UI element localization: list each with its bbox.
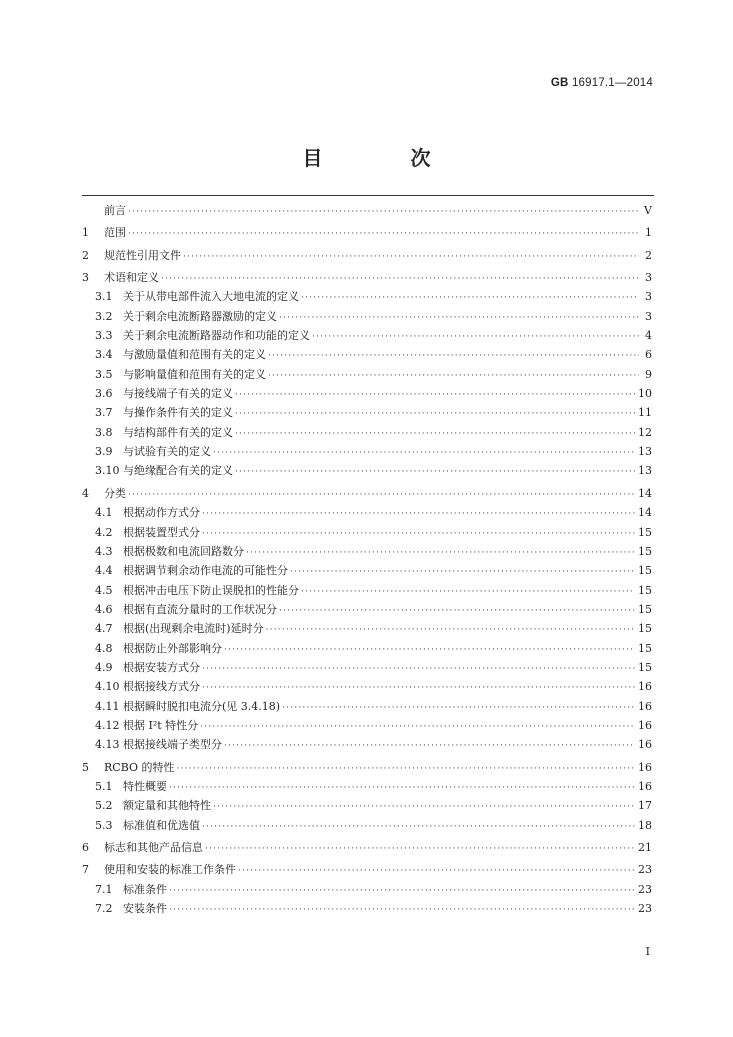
toc-dot-leader — [161, 274, 639, 284]
toc-entry[interactable] — [82, 817, 652, 836]
toc-entry[interactable] — [82, 900, 652, 919]
toc-entry-title: 与接线端子有关的定义 — [123, 387, 233, 401]
toc-entry-page: 23 — [638, 882, 652, 896]
toc-dot-leader — [128, 229, 639, 239]
toc-dot-leader — [266, 625, 635, 635]
toc-entry-title: 额定量和其他特性 — [123, 799, 211, 813]
page-title: 目 次 — [302, 146, 465, 170]
toc-entry-page: 18 — [638, 818, 652, 832]
toc-entry-page: 6 — [645, 348, 652, 362]
toc-entry[interactable] — [82, 247, 652, 266]
toc-entry-page: 9 — [645, 367, 652, 381]
toc-entry-title: 根据(出现剩余电流时)延时分 — [123, 622, 264, 636]
toc-entry-title: 标志和其他产品信息 — [104, 841, 203, 854]
toc-entry-number: 4.12 — [95, 718, 120, 732]
toc-entry-page: 2 — [645, 248, 652, 262]
toc-entry-number: 4.13 — [95, 738, 120, 752]
toc-entry-number: 3.4 — [95, 348, 113, 362]
toc-entry-page: 16 — [638, 760, 652, 774]
toc-dot-leader — [312, 332, 639, 342]
toc-dot-leader — [224, 741, 635, 751]
toc-entry-page: 4 — [645, 329, 652, 343]
toc-entry-title: 特性概要 — [123, 779, 167, 793]
toc-entry-title: 根据动作方式分 — [123, 506, 200, 520]
toc-entry-page: 13 — [638, 464, 652, 478]
toc-entry[interactable] — [82, 736, 652, 755]
toc-entry-page: 15 — [638, 641, 652, 655]
toc-dot-leader — [202, 822, 635, 832]
toc-entry-page: 16 — [638, 718, 652, 732]
toc-dot-leader — [213, 448, 635, 458]
toc-entry[interactable] — [82, 601, 652, 620]
toc-entry-number: 3.1 — [95, 290, 113, 304]
toc-entry[interactable] — [82, 698, 652, 717]
toc-dot-leader — [279, 313, 639, 323]
toc-entry-page: 3 — [645, 271, 652, 285]
toc-entry-title: 与绝缘配合有关的定义 — [123, 464, 233, 478]
toc-entry-page: 14 — [638, 506, 652, 520]
toc-entry[interactable] — [82, 443, 652, 462]
toc-entry-number: 4.1 — [95, 506, 113, 520]
toc-entry[interactable] — [82, 485, 652, 504]
toc-entry[interactable] — [82, 346, 652, 365]
toc-entry[interactable] — [82, 620, 652, 639]
toc-entry-number: 4.6 — [95, 602, 113, 616]
toc-entry-number: 7.2 — [95, 902, 113, 916]
toc-entry-page: 16 — [638, 779, 652, 793]
toc-entry-title: 根据冲击电压下防止误脱扣的性能分 — [123, 583, 299, 597]
toc-entry-number: 5.2 — [95, 799, 113, 813]
title-divider — [82, 195, 654, 196]
toc-dot-leader — [128, 490, 635, 500]
standard-prefix: GB — [550, 77, 569, 89]
toc-dot-leader — [290, 567, 635, 577]
toc-entry-title: 根据安装方式分 — [123, 660, 200, 674]
toc-entry-page: 10 — [638, 387, 652, 401]
toc-entry-number: 3.2 — [95, 309, 113, 323]
toc-entry-title: 根据防止外部影响分 — [123, 641, 222, 655]
toc-entry-title: 使用和安装的标准工作条件 — [104, 863, 236, 877]
toc-entry-page: 15 — [638, 564, 652, 578]
toc-entry-number: 3.3 — [95, 329, 113, 343]
toc-entry-page: 3 — [645, 290, 652, 304]
toc-entry-title: 根据接线端子类型分 — [123, 738, 222, 752]
toc-entry-number: 7 — [82, 863, 89, 877]
toc-entry-page: 14 — [638, 486, 652, 500]
toc-entry[interactable] — [82, 839, 652, 858]
toc-entry-title: 关于从带电部件流入大地电流的定义 — [123, 290, 299, 304]
toc-dot-leader — [238, 866, 635, 876]
toc-entry-title: 与激励量值和范围有关的定义 — [123, 348, 266, 362]
toc-entry-number: 4.9 — [95, 660, 113, 674]
toc-entry-title: 分类 — [104, 486, 126, 500]
toc-entry-page: 15 — [638, 602, 652, 616]
toc-entry-number: 3 — [82, 271, 89, 285]
toc-entry-number: 4.3 — [95, 544, 113, 558]
toc-dot-leader — [268, 351, 639, 361]
toc-dot-leader — [169, 783, 635, 793]
toc-entry-page: V — [644, 204, 652, 217]
toc-dot-leader — [301, 587, 635, 597]
page-folio: I — [645, 945, 650, 958]
toc-entry[interactable] — [82, 717, 652, 736]
toc-entry-number: 3.10 — [95, 464, 120, 478]
toc-entry[interactable] — [82, 288, 652, 307]
toc-entry-title: 与影响量值和范围有关的定义 — [123, 367, 266, 381]
toc-entry-page: 12 — [638, 425, 652, 439]
toc-entry[interactable] — [82, 224, 652, 243]
toc-entry-number: 3.8 — [95, 425, 113, 439]
toc-entry-title: 根据接线方式分 — [123, 680, 200, 694]
toc-dot-leader — [235, 409, 635, 419]
toc-dot-leader — [205, 844, 635, 854]
toc-entry[interactable] — [82, 659, 652, 678]
toc-entry-number: 4.5 — [95, 583, 113, 597]
toc-entry-number: 5 — [82, 760, 89, 774]
toc-entry-page: 13 — [638, 445, 652, 459]
toc-entry[interactable] — [82, 797, 652, 816]
toc-entry[interactable] — [82, 881, 652, 900]
toc-dot-leader — [177, 764, 635, 774]
toc-dot-leader — [279, 606, 635, 616]
toc-entry-number: 7.1 — [95, 882, 113, 896]
toc-entry-title: 关于剩余电流断路器激励的定义 — [123, 309, 277, 323]
toc-dot-leader — [224, 645, 635, 655]
toc-entry-title: 根据调节剩余动作电流的可能性分 — [123, 564, 288, 578]
toc-entry[interactable] — [82, 759, 652, 778]
toc-dot-leader — [213, 802, 635, 812]
toc-entry-title: 与结构部件有关的定义 — [123, 425, 233, 439]
toc-entry[interactable] — [82, 504, 652, 523]
toc-entry-number: 3.9 — [95, 445, 113, 459]
toc-dot-leader — [202, 664, 635, 674]
toc-dot-leader — [235, 467, 635, 477]
toc-entry-page: 11 — [638, 406, 652, 420]
toc-entry[interactable] — [82, 327, 652, 346]
toc-dot-leader — [128, 207, 639, 217]
toc-entry[interactable] — [82, 562, 652, 581]
toc-entry-number: 4.10 — [95, 680, 120, 694]
toc-entry[interactable] — [82, 543, 652, 562]
toc-entry[interactable] — [82, 308, 652, 327]
toc-entry[interactable] — [82, 778, 652, 797]
toc-entry-page: 23 — [638, 902, 652, 916]
toc-dot-leader — [202, 509, 635, 519]
toc-entry-number: 3.6 — [95, 387, 113, 401]
toc-dot-leader — [169, 905, 635, 915]
toc-dot-leader — [183, 252, 639, 262]
toc-entry-number: 4.2 — [95, 525, 113, 539]
toc-dot-leader — [200, 722, 635, 732]
toc-entry-page: 15 — [638, 583, 652, 597]
toc-entry-number: 1 — [82, 226, 89, 240]
toc-entry-page: 17 — [638, 799, 652, 813]
toc-entry-page: 15 — [638, 622, 652, 636]
toc-entry-title: RCBO 的特性 — [104, 760, 175, 774]
toc-entry-number: 4.8 — [95, 641, 113, 655]
toc-entry[interactable] — [82, 385, 652, 404]
toc-entry-title: 标准条件 — [123, 882, 167, 896]
toc-entry-title: 根据有直流分量时的工作状况分 — [123, 602, 277, 616]
toc-entry-page: 16 — [638, 680, 652, 694]
toc-entry[interactable] — [82, 678, 652, 697]
toc-entry[interactable] — [82, 366, 652, 385]
toc-entry-title: 安装条件 — [123, 902, 167, 916]
toc-entry[interactable] — [82, 269, 652, 288]
toc-entry[interactable] — [82, 404, 652, 423]
toc-entry-title: 关于剩余电流断路器动作和功能的定义 — [123, 329, 310, 343]
toc-entry-title: 根据瞬时脱扣电流分(见 3.4.18) — [123, 699, 281, 713]
toc-entry-number: 3.7 — [95, 406, 113, 420]
toc-dot-leader — [202, 683, 635, 693]
toc-entry-page: 23 — [638, 863, 652, 877]
toc-entry-title: 根据装置型式分 — [123, 525, 200, 539]
standard-number: 16917.1—2014 — [571, 77, 653, 89]
toc-entry-title: 标准值和优选值 — [123, 818, 200, 832]
toc-dot-leader — [235, 390, 635, 400]
toc-dot-leader — [202, 529, 635, 539]
toc-entry-number: 5.1 — [95, 779, 113, 793]
toc-entry[interactable] — [82, 582, 652, 601]
toc-dot-leader — [246, 548, 635, 558]
toc-entry-number: 4.11 — [95, 699, 120, 713]
toc-entry-number: 5.3 — [95, 818, 113, 832]
toc-entry-title: 术语和定义 — [104, 271, 159, 285]
toc-entry-page: 16 — [638, 699, 652, 713]
toc-entry[interactable] — [82, 640, 652, 659]
toc-dot-leader — [169, 886, 635, 896]
toc-entry-page: 15 — [638, 660, 652, 674]
toc-entry-number: 6 — [82, 841, 89, 854]
toc-entry-number: 4.7 — [95, 622, 113, 636]
toc-entry-number: 4.4 — [95, 564, 113, 578]
toc-entry[interactable] — [82, 202, 652, 221]
toc-dot-leader — [235, 429, 635, 439]
toc-entry-page: 16 — [638, 738, 652, 752]
toc-entry-title: 规范性引用文件 — [104, 248, 181, 262]
toc-entry-page: 21 — [638, 841, 652, 854]
toc-entry-page: 15 — [638, 525, 652, 539]
toc-entry-page: 3 — [645, 309, 652, 323]
toc-entry-number: 4 — [82, 486, 89, 500]
toc-entry-title: 范围 — [104, 226, 126, 240]
toc-dot-leader — [268, 371, 639, 381]
toc-entry[interactable] — [82, 524, 652, 543]
toc-entry-title: 与操作条件有关的定义 — [123, 406, 233, 420]
toc-entry-page: 1 — [645, 226, 652, 240]
toc-dot-leader — [282, 703, 635, 713]
toc-entry-page: 15 — [638, 544, 652, 558]
toc-dot-leader — [301, 293, 639, 303]
toc-entry[interactable] — [82, 861, 652, 880]
toc-entry[interactable] — [82, 462, 652, 481]
toc-entry[interactable] — [82, 424, 652, 443]
standard-code — [551, 77, 653, 89]
table-of-contents — [82, 202, 652, 919]
toc-entry-number: 2 — [82, 248, 89, 262]
toc-entry-title: 前言 — [104, 204, 126, 217]
toc-entry-title: 根据极数和电流回路数分 — [123, 544, 244, 558]
toc-entry-title: 根据 I²t 特性分 — [123, 718, 199, 732]
toc-entry-number: 3.5 — [95, 367, 113, 381]
toc-entry-title: 与试验有关的定义 — [123, 445, 211, 459]
